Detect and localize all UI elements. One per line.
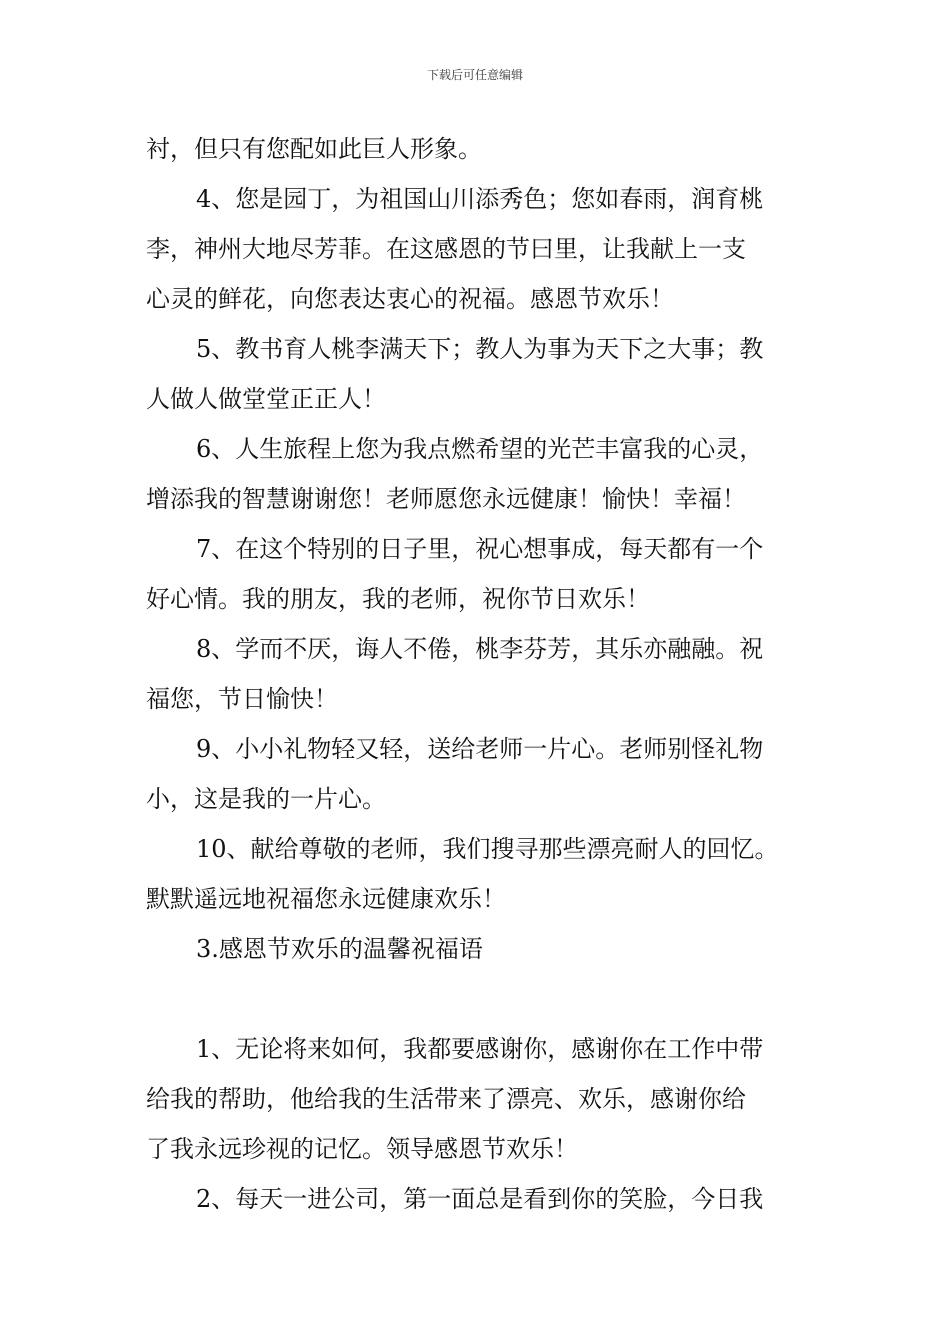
text-line: 给我的帮助，他给我的生活带来了漂亮、欢乐，感谢你给 <box>146 1085 746 1113</box>
text-line: 福您，节日愉快！ <box>146 685 338 713</box>
text-line: 6、人生旅程上您为我点燃希望的光芒丰富我的心灵， <box>196 435 764 463</box>
text-line: 李，神州大地尽芳菲。在这感恩的节曰里，让我献上一支 <box>146 235 746 263</box>
text-line: 8、学而不厌，诲人不倦，桃李芬芳，其乐亦融融。祝 <box>196 635 764 663</box>
document-body <box>146 124 826 1224</box>
text-line: 默默遥远地祝福您永远健康欢乐！ <box>146 885 506 913</box>
text-line: 2、每天一进公司，第一面总是看到你的笑脸，今日我 <box>196 1185 764 1213</box>
text-line: 7、在这个特别的日子里，祝心想事成，每天都有一个 <box>196 535 764 563</box>
text-line: 好心情。我的朋友，我的老师，祝你节日欢乐！ <box>146 585 650 613</box>
text-line: 1、无论将来如何，我都要感谢你，感谢你在工作中带 <box>196 1035 764 1063</box>
section-heading: 3.感恩节欢乐的温馨祝福语 <box>196 935 483 963</box>
text-line: 人做人做堂堂正正人！ <box>146 385 386 413</box>
text-line: 10、献给尊敬的老师，我们搜寻那些漂亮耐人的回忆。 <box>196 835 779 863</box>
text-line: 9、小小礼物轻又轻，送给老师一片心。老师别怪礼物 <box>196 735 764 763</box>
page-header: 下载后可任意编辑 <box>426 68 523 82</box>
text-line: 增添我的智慧谢谢您！老师愿您永远健康！愉快！幸福！ <box>146 485 746 513</box>
text-line: 了我永远珍视的记忆。领导感恩节欢乐！ <box>146 1135 578 1163</box>
text-line: 心灵的鲜花，向您表达衷心的祝福。感恩节欢乐！ <box>146 285 674 313</box>
text-line: 衬，但只有您配如此巨人形象。 <box>146 135 482 163</box>
text-line: 5、教书育人桃李满天下；教人为事为天下之大事；教 <box>196 335 764 363</box>
blank-line <box>146 974 826 1024</box>
text-line: 4、您是园丁，为祖国山川添秀色；您如春雨，润育桃 <box>196 185 764 213</box>
text-line: 小，这是我的一片心。 <box>146 785 386 813</box>
